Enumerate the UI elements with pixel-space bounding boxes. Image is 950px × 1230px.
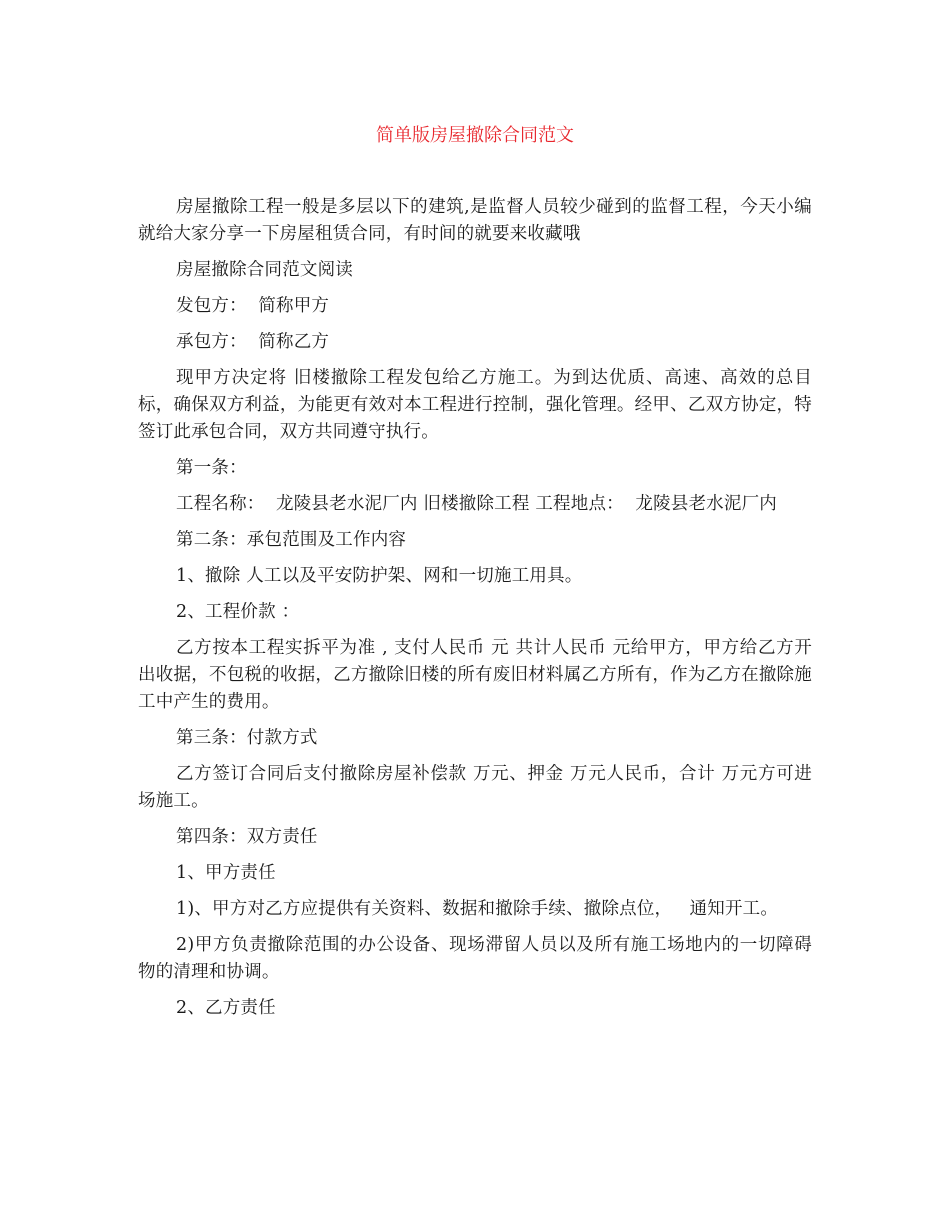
paragraph-party-b: 承包方： 简称乙方 [176, 332, 330, 352]
paragraph-party-a: 发包方： 简称甲方 [176, 296, 330, 316]
paragraph-party-a-duty-heading: 1、甲方责任 [176, 863, 276, 883]
document-title: 简单版房屋撤除合同范文 [376, 125, 574, 146]
article-3-heading: 第三条：付款方式 [176, 728, 318, 748]
paragraph-party-a-duty-2: 2)甲方负责撤除范围的办公设备、现场滞留人员以及所有施工场地内的一切障碍物的清理和协调。 [138, 935, 812, 982]
paragraph-price: 乙方按本工程实拆平为准 , 支付人民币 元 共计人民币 元给甲方，甲方给乙方开出收据，不包税的收据，乙方撤除旧楼的所有废旧材料属乙方所有，作为乙方在撤除施工中产生的费用。 [138, 638, 812, 712]
article-4-heading: 第四条：双方责任 [176, 827, 318, 847]
paragraph-party-a-duty-1: 1)、甲方对乙方应提供有关资料、数据和撤除手续、撤除点位， 通知开工。 [176, 899, 779, 919]
paragraph-price-heading: 2、工程价款 ： [176, 602, 300, 622]
paragraph-scope-1: 1、撤除 人工以及平安防护架、网和一切施工用具。 [176, 566, 583, 586]
paragraph-project-name: 工程名称： 龙陵县老水泥厂内 旧楼撤除工程 工程地点： 龙陵县老水泥厂内 [176, 494, 777, 514]
article-1-heading: 第一条： [176, 458, 247, 478]
paragraph-party-b-duty-heading: 2、乙方责任 [176, 998, 276, 1018]
document-body [138, 194, 812, 1031]
paragraph-intro: 房屋撤除工程一般是多层以下的建筑,是监督人员较少碰到的监督工程，今天小编就给大家分享一下房屋租赁合同，有时间的就要来收藏哦 [138, 197, 812, 244]
paragraph-payment: 乙方签订合同后支付撤除房屋补偿款 万元、押金 万元人民币，合计 万元方可进场施工。 [138, 764, 812, 811]
paragraph-read: 房屋撤除合同范文阅读 [176, 260, 353, 280]
paragraph-decision: 现甲方决定将 旧楼撤除工程发包给乙方施工。为到达优质、高速、高效的总目标，确保双方利益，为能更有效对本工程进行控制，强化管理。经甲、乙双方协定，特签订此承包合同，双方共同遵守执行。 [138, 368, 812, 442]
article-2-heading: 第二条：承包范围及工作内容 [176, 530, 407, 550]
